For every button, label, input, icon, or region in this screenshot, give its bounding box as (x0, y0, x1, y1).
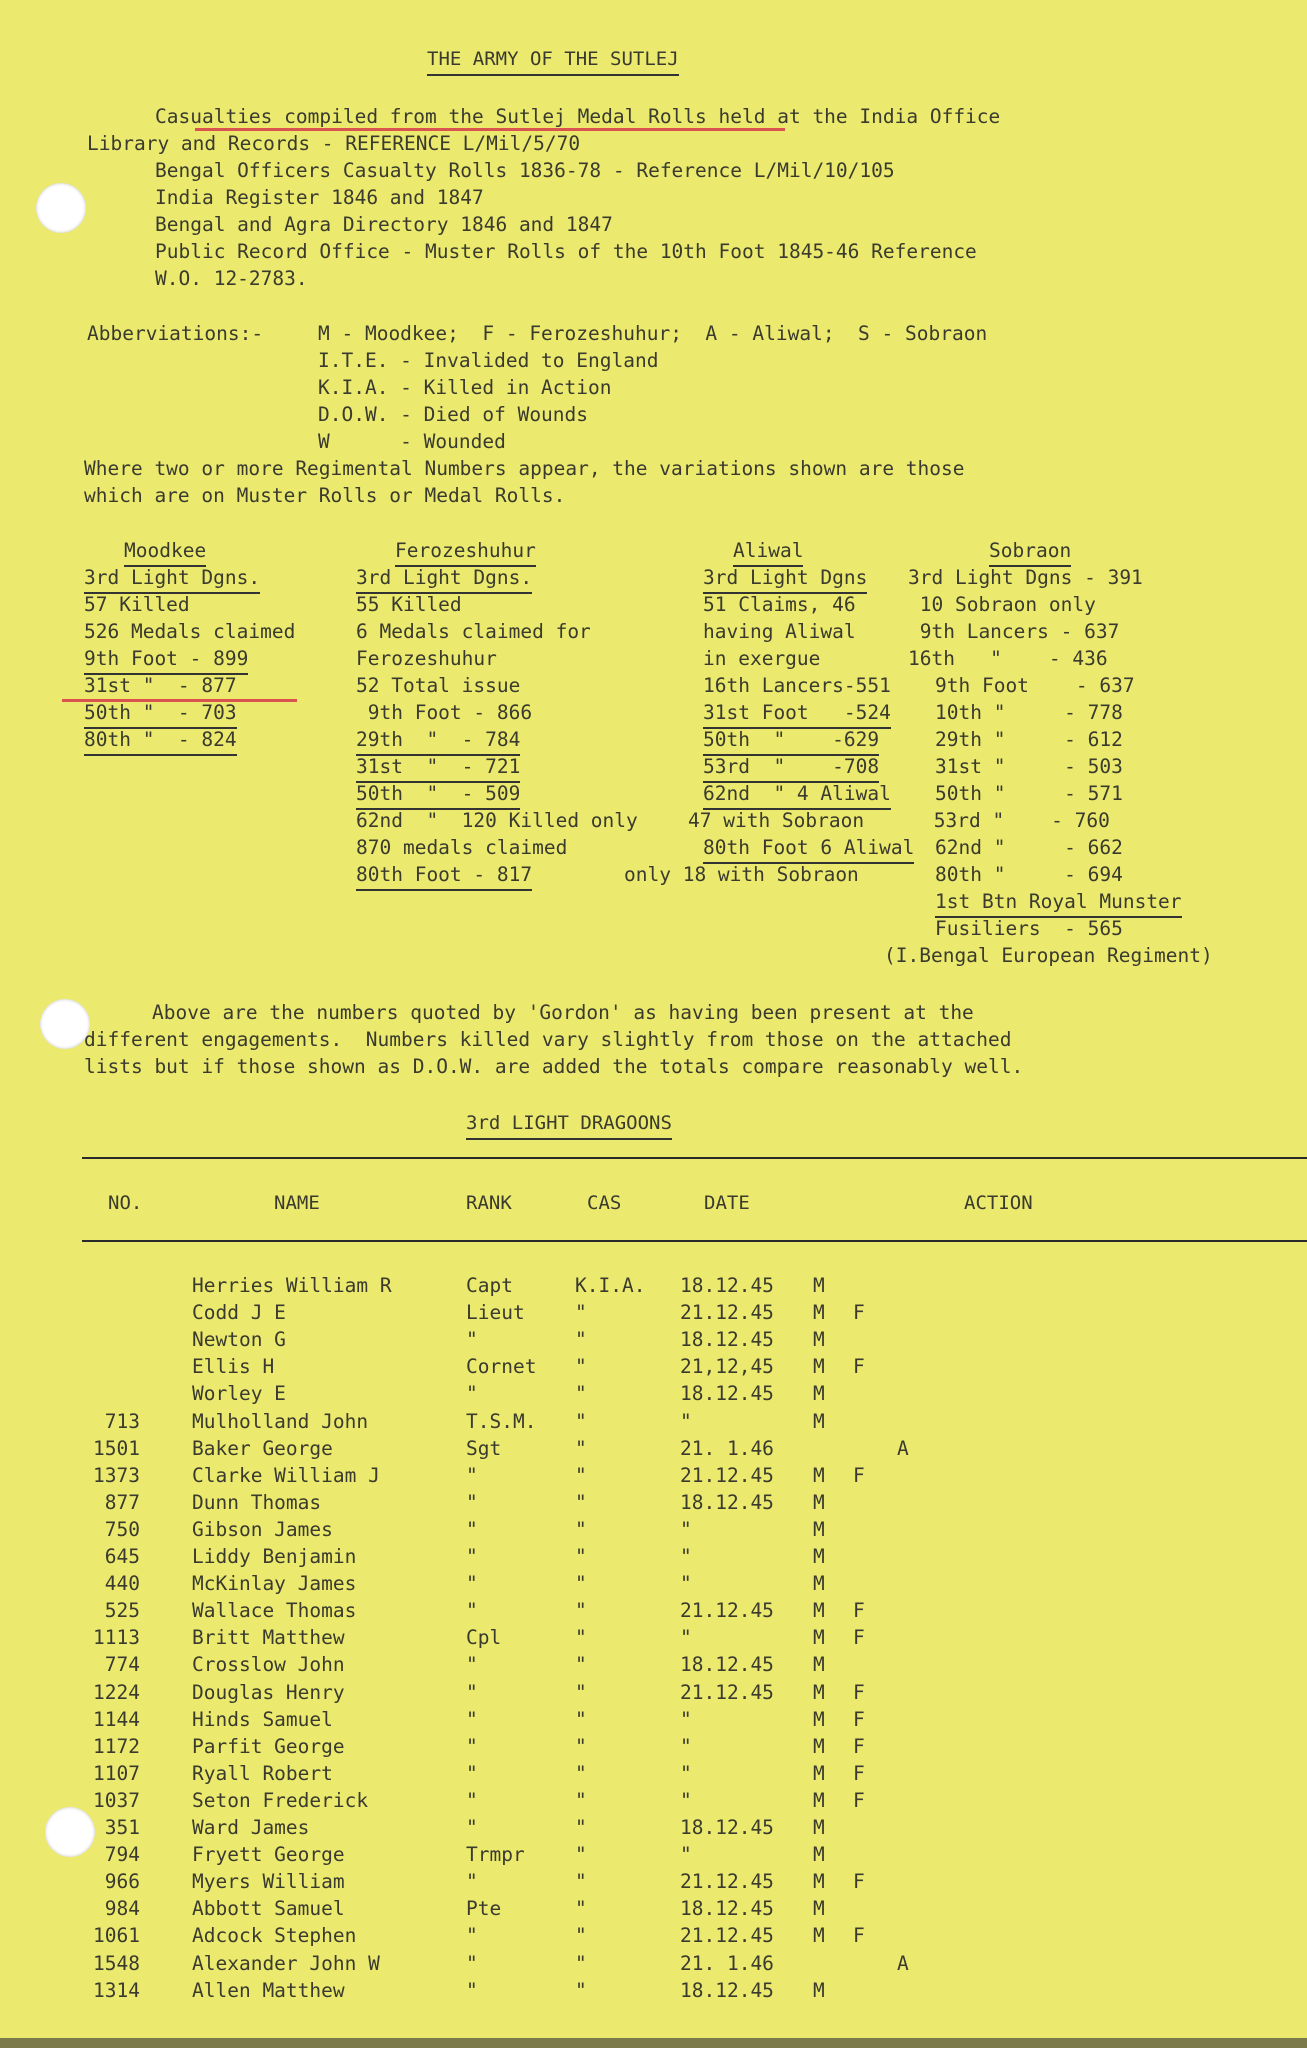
cell-name: Abbott Samuel (192, 1897, 345, 1921)
table-row (0, 1626, 1307, 1653)
cell-rank: " (466, 1924, 478, 1948)
cell-no: 1061 (93, 1924, 140, 1948)
table-top-rule (82, 1157, 1307, 1159)
cell-f: F (853, 1870, 865, 1894)
cell-date: " (680, 1788, 692, 1812)
cell-m: M (813, 1761, 825, 1785)
cell-no: 984 (104, 1897, 140, 1921)
cell-rank: " (466, 1680, 478, 1704)
cell-cas: " (575, 1545, 587, 1568)
cell-rank: " (466, 1328, 478, 1352)
cell-m: M (813, 1490, 825, 1514)
gordon-note-line: Above are the numbers quoted by 'Gordon' as having been present at the (152, 1001, 974, 1024)
table-row (0, 1952, 1307, 1979)
cell-rank: Capt (466, 1274, 513, 1297)
cell-date: " (680, 1707, 692, 1731)
cell-cas: " (575, 1517, 587, 1541)
cell-cas: " (575, 1978, 587, 2002)
source-line: Public Record Office - Muster Rolls of the 10th Foot 1845-46 Reference (155, 240, 977, 263)
cell-no: 1113 (93, 1626, 140, 1650)
cell-name: Wallace Thomas (192, 1599, 357, 1623)
cell-no: 877 (104, 1490, 140, 1514)
cell-name: Crosslow John (192, 1653, 345, 1677)
sobraon-line: 1st Btn Royal Munster (935, 888, 1182, 918)
sobraon-line: 10th " - 778 (935, 701, 1123, 724)
table-row (0, 1491, 1307, 1518)
cell-cas: " (575, 1951, 587, 1975)
sobraon-line: 31st " - 503 (935, 755, 1123, 778)
cell-m: M (813, 1301, 825, 1325)
cell-cas: " (575, 1870, 587, 1894)
source-line: Casualties compiled from the Sutlej Medal Rolls held at the India Office (155, 105, 1001, 128)
cell-rank: Lieut (466, 1301, 525, 1325)
cell-name: Liddy Benjamin (192, 1545, 357, 1568)
aliwal-line: in exergue (703, 647, 821, 670)
cell-date: 21.12.45 (680, 1599, 774, 1623)
cell-name: Myers William (192, 1870, 345, 1894)
cell-no: 645 (104, 1545, 140, 1568)
source-line: W.O. 12-2783. (155, 267, 308, 290)
aliwal-line: 16th Lancers-551 (703, 674, 891, 697)
cell-cas: " (575, 1328, 587, 1352)
aliwal-line: 53rd " -708 (703, 753, 879, 783)
cell-date: 21.12.45 (680, 1870, 774, 1894)
section-title: 3rd LIGHT DRAGOONS (466, 1110, 672, 1140)
cell-name: Douglas Henry (192, 1680, 345, 1704)
cell-cas: " (575, 1897, 587, 1921)
cell-f: F (853, 1355, 865, 1379)
punch-hole (36, 183, 86, 233)
cell-no: 1501 (93, 1436, 140, 1460)
ferozeshuhur-line: 3rd Light Dgns. (356, 564, 532, 594)
cell-f: F (853, 1626, 865, 1650)
moodkee-line: 526 Medals claimed (84, 620, 296, 643)
ferozeshuhur-heading: Ferozeshuhur (395, 537, 536, 567)
cell-cas: " (575, 1707, 587, 1731)
cell-rank: " (466, 1707, 478, 1731)
cell-rank: " (466, 1517, 478, 1541)
abbreviations-label: Abberviations:- (87, 322, 264, 345)
cell-no: 1107 (93, 1761, 140, 1785)
aliwal-line: 50th " -629 (703, 726, 879, 756)
cell-rank: " (466, 1761, 478, 1785)
sobraon-line: Fusiliers - 565 (935, 917, 1123, 940)
cell-date: 21,12,45 (680, 1355, 774, 1379)
cell-cas: " (575, 1734, 587, 1758)
cell-m: M (813, 1843, 825, 1867)
cell-cas: " (575, 1599, 587, 1623)
ferozeshuhur-line: 50th " - 509 (356, 780, 520, 810)
moodkee-line: 3rd Light Dgns. (84, 564, 260, 594)
sobraon-line: 3rd Light Dgns - 391 (908, 566, 1143, 589)
header-cas: CAS (587, 1192, 622, 1214)
ferozeshuhur-line: 62nd " 120 Killed only (356, 809, 638, 832)
sobraon-line: 10 Sobraon only (908, 593, 1096, 616)
moodkee-line: 57 Killed (84, 593, 190, 616)
cell-name: Adcock Stephen (192, 1924, 357, 1948)
aliwal-line: 62nd " 4 Aliwal (703, 780, 891, 810)
cell-m: M (813, 1816, 825, 1839)
cell-no: 1548 (93, 1951, 140, 1975)
cell-m: M (813, 1788, 825, 1812)
cell-date: 18.12.45 (680, 1382, 774, 1406)
cell-rank: Sgt (466, 1436, 502, 1460)
cell-m: M (813, 1328, 825, 1352)
cell-cas: K.I.A. (575, 1274, 646, 1297)
cell-name: Britt Matthew (192, 1626, 345, 1650)
table-row (0, 1382, 1307, 1409)
source-line: Bengal and Agra Directory 1846 and 1847 (155, 213, 613, 236)
table-row (0, 1437, 1307, 1464)
ferozeshuhur-line: 29th " - 784 (356, 726, 520, 756)
cell-no: 440 (104, 1572, 140, 1596)
cell-cas: " (575, 1355, 587, 1379)
cell-m: M (813, 1517, 825, 1541)
cell-date: 21.12.45 (680, 1680, 774, 1704)
cell-rank: " (466, 1951, 478, 1975)
table-row (0, 1301, 1307, 1328)
table-row (0, 1979, 1307, 2006)
cell-cas: " (575, 1626, 587, 1650)
cell-name: Mulholland John (192, 1409, 369, 1433)
moodkee-line: 9th Foot - 899 (84, 645, 248, 675)
cell-date: 18.12.45 (680, 1490, 774, 1514)
ferozeshuhur-line: 52 Total issue (356, 674, 521, 697)
cell-rank: " (466, 1870, 478, 1894)
cell-name: Newton G (192, 1328, 286, 1352)
cell-cas: " (575, 1436, 587, 1460)
cell-f: F (853, 1924, 865, 1948)
cell-f: F (853, 1707, 865, 1731)
cell-rank: " (466, 1545, 478, 1568)
cell-name: Hinds Samuel (192, 1707, 333, 1731)
page-title: THE ARMY OF THE SUTLEJ (427, 46, 679, 76)
cell-name: Fryett George (192, 1843, 345, 1867)
table-header-rule (82, 1240, 1307, 1242)
cell-date: " (680, 1409, 692, 1433)
cell-name: Clarke William J (192, 1463, 380, 1487)
table-row (0, 1355, 1307, 1382)
table-row (0, 1274, 1307, 1301)
cell-a: A (897, 1436, 909, 1460)
cell-no: 1314 (93, 1978, 140, 2002)
header-date: DATE (704, 1192, 750, 1214)
cell-date: " (680, 1761, 692, 1785)
sobraon-heading: Sobraon (989, 537, 1071, 567)
sobraon-line: 9th Lancers - 637 (908, 620, 1120, 643)
aliwal-line: 51 Claims, 46 (703, 593, 856, 616)
cell-date: " (680, 1517, 692, 1541)
abbreviation-line: I.T.E. - Invalided to England (318, 349, 659, 372)
cell-m: M (813, 1382, 825, 1406)
table-row (0, 1599, 1307, 1626)
cell-cas: " (575, 1816, 587, 1839)
cell-rank: " (466, 1382, 478, 1406)
cell-cas: " (575, 1490, 587, 1514)
cell-rank: Pte (466, 1897, 502, 1921)
cell-date: " (680, 1626, 692, 1650)
ferozeshuhur-line: 55 Killed (356, 593, 462, 616)
abbreviation-line: K.I.A. - Killed in Action (318, 376, 612, 399)
cell-m: M (813, 1572, 825, 1596)
cell-date: 21.12.45 (680, 1924, 774, 1948)
aliwal-line: 3rd Light Dgns (703, 564, 867, 594)
cell-date: 21. 1.46 (680, 1951, 774, 1975)
cell-no: 1224 (93, 1680, 140, 1704)
cell-f: F (853, 1761, 865, 1785)
aliwal-line: 80th Foot 6 Aliwal (703, 834, 914, 864)
cell-rank: " (466, 1653, 478, 1677)
cell-f: F (853, 1301, 865, 1325)
cell-no: 525 (104, 1599, 140, 1623)
ferozeshuhur-line: 80th Foot - 817 (356, 861, 532, 891)
abbreviation-line: D.O.W. - Died of Wounds (318, 403, 589, 426)
cell-date: 18.12.45 (680, 1274, 774, 1297)
cell-cas: " (575, 1788, 587, 1812)
cell-m: M (813, 1355, 825, 1379)
aliwal-line: only 18 with Sobraon (624, 863, 859, 886)
cell-name: Ryall Robert (192, 1761, 333, 1785)
cell-name: Seton Frederick (192, 1788, 369, 1812)
table-row (0, 1653, 1307, 1680)
sobraon-line: 62nd " - 662 (935, 836, 1123, 859)
moodkee-line: 50th " - 703 (84, 699, 237, 729)
cell-no: 351 (104, 1816, 140, 1839)
cell-name: Codd J E (192, 1301, 286, 1325)
cell-m: M (813, 1707, 825, 1731)
abbreviation-line: M - Moodkee; F - Ferozeshuhur; A - Aliwal; S - Sobraon (318, 322, 988, 345)
cell-rank: " (466, 1599, 478, 1623)
cell-m: M (813, 1274, 825, 1297)
cell-date: 18.12.45 (680, 1978, 774, 2002)
cell-date: " (680, 1843, 692, 1867)
cell-m: M (813, 1626, 825, 1650)
header-rank: RANK (466, 1192, 512, 1214)
ferozeshuhur-line: 6 Medals claimed for (356, 620, 591, 643)
cell-rank: " (466, 1572, 478, 1596)
aliwal-line: having Aliwal (703, 620, 856, 643)
sobraon-line: 50th " - 571 (935, 782, 1123, 805)
cell-no: 1373 (93, 1463, 140, 1487)
cell-m: M (813, 1409, 825, 1433)
abbreviation-line: W - Wounded (318, 430, 506, 453)
cell-name: Allen Matthew (192, 1978, 345, 2002)
cell-a: A (897, 1951, 909, 1975)
cell-no: 794 (104, 1843, 140, 1867)
cell-cas: " (575, 1843, 587, 1867)
table-row (0, 1789, 1307, 1816)
cell-no: 1144 (93, 1707, 140, 1731)
punch-hole (40, 999, 90, 1049)
cell-m: M (813, 1680, 825, 1704)
table-row (0, 1410, 1307, 1437)
cell-name: Parfit George (192, 1734, 345, 1758)
cell-date: 18.12.45 (680, 1897, 774, 1921)
cell-m: M (813, 1924, 825, 1948)
cell-no: 750 (104, 1517, 140, 1541)
cell-date: 21.12.45 (680, 1301, 774, 1325)
aliwal-heading: Aliwal (733, 537, 803, 567)
cell-m: M (813, 1978, 825, 2002)
cell-name: Herries William R (192, 1274, 392, 1297)
table-row (0, 1328, 1307, 1355)
table-row (0, 1545, 1307, 1572)
ferozeshuhur-line: Ferozeshuhur (356, 647, 497, 670)
ferozeshuhur-line: 870 medals claimed (356, 836, 568, 859)
cell-cas: " (575, 1409, 587, 1433)
sobraon-line: 80th " - 694 (935, 863, 1123, 886)
cell-m: M (813, 1599, 825, 1623)
cell-cas: " (575, 1382, 587, 1406)
cell-rank: " (466, 1816, 478, 1839)
source-line: Bengal Officers Casualty Rolls 1836-78 - Reference L/Mil/10/105 (155, 159, 895, 182)
table-row (0, 1464, 1307, 1491)
cell-cas: " (575, 1572, 587, 1596)
sobraon-line: 29th " - 612 (935, 728, 1123, 751)
table-row (0, 1518, 1307, 1545)
cell-cas: " (575, 1653, 587, 1677)
cell-f: F (853, 1734, 865, 1758)
table-row (0, 1924, 1307, 1951)
cell-rank: " (466, 1788, 478, 1812)
aliwal-line: 31st Foot -524 (703, 699, 891, 729)
table-row (0, 1816, 1307, 1843)
header-action: ACTION (964, 1192, 1033, 1214)
table-row (0, 1708, 1307, 1735)
cell-m: M (813, 1870, 825, 1894)
cell-date: 21.12.45 (680, 1463, 774, 1487)
cell-date: 18.12.45 (680, 1328, 774, 1352)
cell-date: 18.12.45 (680, 1816, 774, 1839)
cell-rank: " (466, 1734, 478, 1758)
table-row (0, 1843, 1307, 1870)
sobraon-line: 53rd " - 760 (922, 809, 1110, 832)
cell-rank: " (466, 1463, 478, 1487)
table-row (0, 1897, 1307, 1924)
cell-no: 966 (104, 1870, 140, 1894)
page-bottom-edge (0, 2038, 1307, 2048)
cell-name: McKinlay James (192, 1572, 357, 1596)
cell-m: M (813, 1545, 825, 1568)
cell-rank: Trmpr (466, 1843, 525, 1867)
cell-date: 18.12.45 (680, 1653, 774, 1677)
cell-no: 774 (104, 1653, 140, 1677)
sobraon-line: (I.Bengal European Regiment) (884, 944, 1213, 967)
cell-m: M (813, 1734, 825, 1758)
cell-rank: Cornet (466, 1355, 537, 1379)
cell-cas: " (575, 1924, 587, 1948)
cell-no: 1037 (93, 1788, 140, 1812)
moodkee-heading: Moodkee (124, 537, 206, 567)
cell-name: Ellis H (192, 1355, 275, 1379)
cell-name: Dunn Thomas (192, 1490, 322, 1514)
note-line: Where two or more Regimental Numbers appear, the variations shown are those (84, 457, 965, 480)
cell-f: F (853, 1680, 865, 1704)
aliwal-line: 47 with Sobraon (688, 809, 865, 832)
cell-m: M (813, 1463, 825, 1487)
cell-name: Ward James (192, 1816, 310, 1839)
cell-name: Gibson James (192, 1517, 333, 1541)
cell-m: M (813, 1897, 825, 1921)
cell-cas: " (575, 1761, 587, 1785)
cell-no: 713 (104, 1409, 140, 1433)
cell-rank: " (466, 1490, 478, 1514)
header-name: NAME (274, 1192, 320, 1214)
source-line: India Register 1846 and 1847 (155, 186, 484, 209)
sobraon-line: 16th " - 436 (908, 647, 1108, 670)
cell-date: " (680, 1734, 692, 1758)
ferozeshuhur-line: 31st " - 721 (356, 753, 520, 783)
cell-name: Worley E (192, 1382, 286, 1406)
table-row (0, 1681, 1307, 1708)
cell-date: 21. 1.46 (680, 1436, 774, 1460)
cell-m: M (813, 1653, 825, 1677)
note-line: which are on Muster Rolls or Medal Rolls. (84, 484, 566, 507)
cell-f: F (853, 1788, 865, 1812)
table-row (0, 1572, 1307, 1599)
gordon-note-line: different engagements. Numbers killed vary slightly from those on the attached (84, 1028, 1012, 1051)
cell-f: F (853, 1599, 865, 1623)
table-row (0, 1735, 1307, 1762)
cell-no: 1172 (93, 1734, 140, 1758)
moodkee-line: 31st " - 877 (84, 672, 237, 702)
cell-rank: T.S.M. (466, 1409, 537, 1433)
cell-cas: " (575, 1680, 587, 1704)
table-row (0, 1870, 1307, 1897)
gordon-note-line: lists but if those shown as D.O.W. are added the totals compare reasonably well. (84, 1055, 1024, 1078)
cell-date: " (680, 1545, 692, 1568)
ferozeshuhur-line: 9th Foot - 866 (356, 701, 533, 724)
cell-cas: " (575, 1463, 587, 1487)
header-no: NO. (108, 1192, 143, 1214)
cell-name: Baker George (192, 1436, 333, 1460)
sobraon-line: 9th Foot - 637 (935, 674, 1135, 697)
cell-f: F (853, 1463, 865, 1487)
cell-rank: " (466, 1978, 478, 2002)
moodkee-line: 80th " - 824 (84, 726, 237, 756)
cell-name: Alexander John W (192, 1951, 380, 1975)
cell-cas: " (575, 1301, 587, 1325)
table-row (0, 1762, 1307, 1789)
cell-date: " (680, 1572, 692, 1596)
cell-rank: Cpl (466, 1626, 502, 1650)
source-line: Library and Records - REFERENCE L/Mil/5/70 (87, 132, 581, 155)
